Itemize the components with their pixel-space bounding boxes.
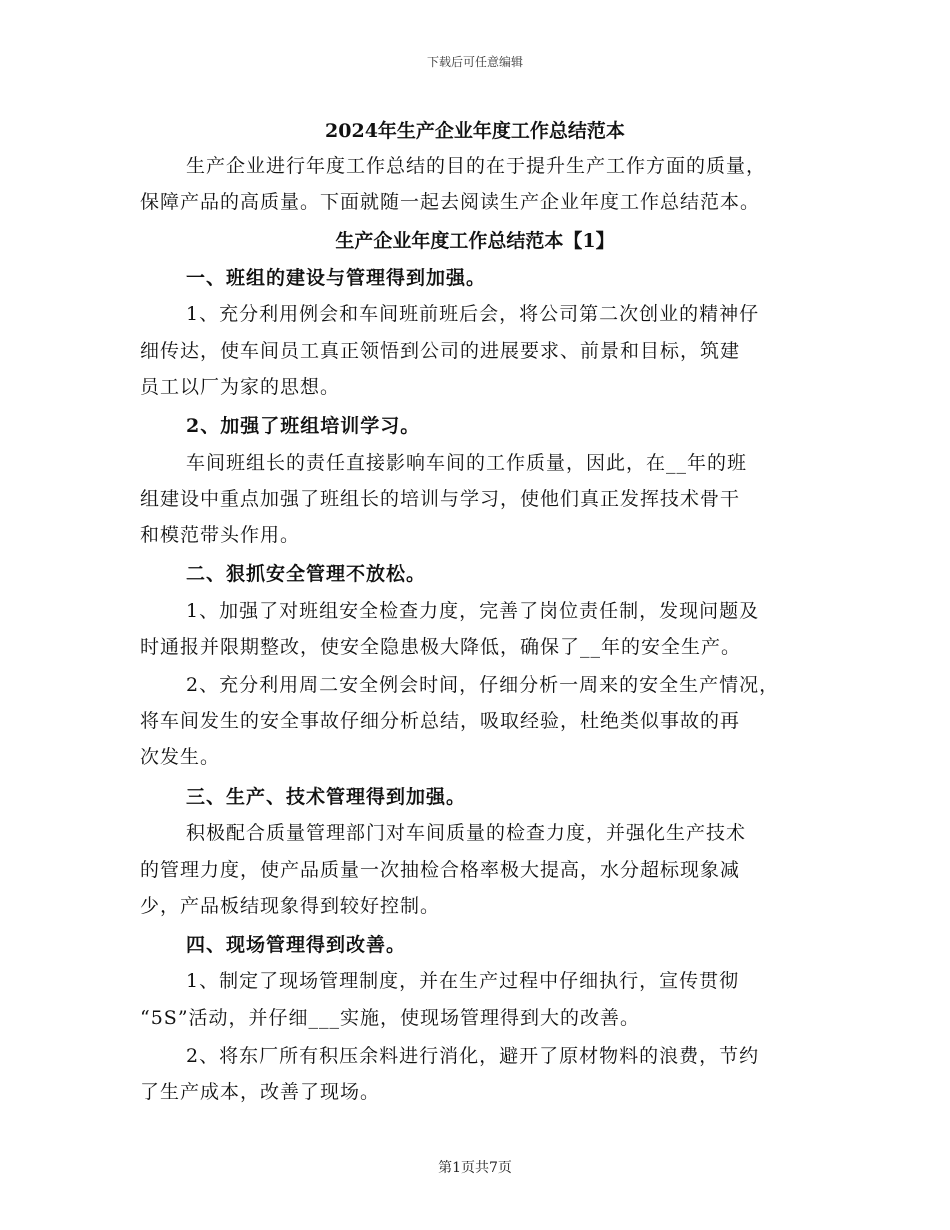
paragraph-line: 2、充分利用周二安全例会时间，仔细分析一周来的安全生产情况， (186, 674, 780, 696)
paragraph-line: 和模范带头作用。 (140, 524, 301, 546)
paragraph-line: 组建设中重点加强了班组长的培训与学习，使他们真正发挥技术骨干 (140, 488, 741, 510)
section-2-heading: 二、狠抓安全管理不放松。 (186, 563, 427, 585)
paragraph-line: 1、充分利用例会和车间班前班后会，将公司第二次创业的精神仔 (186, 303, 760, 325)
paragraph-line: 1、制定了现场管理制度，并在生产过程中仔细执行，宣传贯彻 (186, 970, 740, 992)
intro-line-1: 生产企业进行年度工作总结的目的在于提升生产工作方面的质量， (186, 155, 767, 177)
paragraph-line: 员工以厂为家的思想。 (140, 376, 341, 398)
paragraph-line: 2、将东厂所有积压余料进行消化，避开了原材物料的浪费，节约 (186, 1045, 760, 1067)
paragraph-line: 时通报并限期整改，使安全隐患极大降低，确保了__年的安全生产。 (140, 636, 742, 658)
document-title: 2024年生产企业年度工作总结范本 (325, 120, 625, 142)
section-subtitle: 生产企业年度工作总结范本【1】 (335, 230, 615, 252)
paragraph-line: 次发生。 (140, 746, 221, 768)
paragraph-line: 的管理力度，使产品质量一次抽检合格率极大提高，水分超标现象减 (140, 859, 741, 881)
page-footer: 第1页共7页 (438, 1160, 512, 1176)
section-1-heading: 一、班组的建设与管理得到加强。 (186, 267, 487, 289)
subsection-heading: 2、加强了班组培训学习。 (186, 415, 421, 437)
paragraph-line: 少，产品板结现象得到较好控制。 (140, 895, 441, 917)
section-4-heading: 四、现场管理得到改善。 (186, 934, 407, 956)
paragraph-line: “5S”活动，并仔细___实施，使现场管理得到大的改善。 (140, 1007, 641, 1029)
paragraph-line: 积极配合质量管理部门对车间质量的检查力度，并强化生产技术 (186, 822, 747, 844)
section-3-heading: 三、生产、技术管理得到加强。 (186, 786, 467, 808)
paragraph-line: 细传达，使车间员工真正领悟到公司的进展要求、前景和目标，筑建 (140, 340, 741, 362)
paragraph-line: 车间班组长的责任直接影响车间的工作质量，因此，在__年的班 (186, 452, 748, 474)
paragraph-line: 1、加强了对班组安全检查力度，完善了岗位责任制，发现问题及 (186, 600, 760, 622)
paragraph-line: 将车间发生的安全事故仔细分析总结，吸取经验，杜绝类似事故的再 (140, 710, 741, 732)
page-header: 下载后可任意编辑 (426, 55, 523, 69)
paragraph-line: 了生产成本，改善了现场。 (140, 1081, 381, 1103)
intro-line-2: 保障产品的高质量。下面就随一起去阅读生产企业年度工作总结范本。 (140, 191, 761, 213)
